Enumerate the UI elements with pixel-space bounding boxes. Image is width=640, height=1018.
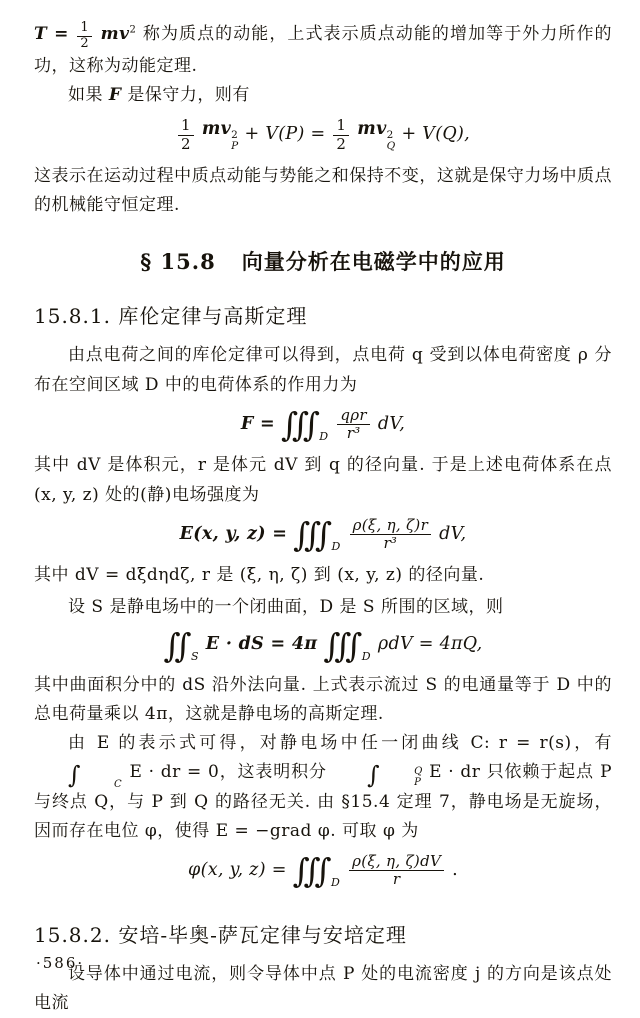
math-dV: dV, [377,413,406,434]
display-eq-coulomb-force [34,407,612,443]
math-term-mvP: mv 2 P [201,118,239,152]
section-heading [34,246,612,276]
fraction-denominator: 2 [178,135,194,153]
paragraph-kinetic-energy [34,20,612,81]
text-segment: E · dr 只依赖于起点 P 与终点 Q，与 P 到 Q 的路径无关. 由 §15.4 定理 7，静电场是无旋场，因而存在电位 φ，使得 E = −grad φ. 可取 φ 为 [34,762,613,841]
math-E-xyz-equals: E(x, y, z) = [179,523,288,544]
line-integral-P-to-Q [333,761,423,790]
inline-eq-kinetic-energy [34,20,143,51]
fraction-numerator: ρ(ξ, η, ζ)dV [352,852,442,871]
paragraph-gauss-setup: 设 S 是静电场中的一个闭曲面，D 是 S 所围的区域，则 [68,596,504,617]
integral-sign: ∭ [292,851,332,891]
triple-integral-D [323,625,371,665]
supsub-P2: 2 P [231,128,239,152]
math-exponent: 2 [129,24,137,36]
math-mv: mv [100,24,130,44]
fraction-numerator: ρ(ξ, η, ζ)r [352,515,429,534]
integral-subscript: D [319,429,329,443]
fraction-denominator: 2 [333,135,349,153]
fraction-one-half [178,117,194,153]
integral-subscript: D [361,650,371,664]
paragraph-conservative-force [34,81,612,110]
display-eq-gauss-theorem [34,625,612,665]
paragraph-energy-conservation: 这表示在运动过程中质点动能与势能之和保持不变，这就是保守力场中质点的机械能守恒定理. [34,165,612,216]
fraction-qpr-r3 [337,407,370,443]
integral-sign: ∭ [280,405,321,445]
math-period: . [452,860,458,880]
text-segment: 由 E 的表示式可得，对静电场中任一闭曲线 C: r = r(s)，有 [68,733,612,754]
fraction-numerator: qρr [340,405,367,424]
fraction-rho-dV-r [349,853,444,889]
triple-integral-D [280,405,329,445]
fraction-rho-r3 [350,517,431,553]
fraction-denominator: r³ [337,424,370,442]
math-plus-VQ: + V(Q), [401,124,471,145]
math-rho-dV-4piQ: ρdV = 4πQ, [377,634,483,655]
fraction-denominator: r [349,870,444,888]
paragraph-potential [34,729,612,846]
subsection-heading-ampere-biot-savart: 15.8.2. 安培-毕奥-萨瓦定律与安培定理 [34,922,407,947]
fraction-denominator: r³ [350,534,431,552]
integral-upper-limit: Q [414,766,423,778]
fraction-numerator: 1 [80,20,90,36]
section-title: 向量分析在电磁学中的应用 [241,249,506,275]
paragraph-gauss-conclusion: 其中曲面积分中的 dS 沿外法向量. 上式表示流过 S 的电通量等于 D 中的总电荷量乘以 4π，这就是静电场的高斯定理. [34,674,612,725]
math-T-equals: T = [34,24,69,44]
math-phi-xyz-equals: φ(x, y, z) = [188,860,287,880]
math-term-mvQ: mv 2 Q [357,118,396,152]
integral-sign: ∭ [293,515,333,555]
fraction-one-half [333,117,349,153]
integral-sign: ∫ [367,761,381,790]
integral-subscript: S [190,650,199,664]
math-dV: dV, [439,523,467,544]
text-after-F: 是保守力，则有 [127,85,250,106]
fraction-numerator: 1 [336,116,347,135]
line-integral-C [34,761,123,790]
paragraph-coulomb-law: 由点电荷之间的库伦定律可以得到，点电荷 q 受到以体电荷密度 ρ 分布在空间区域 D 中的电荷体系的作用力为 [34,345,612,395]
integral-subscript: D [330,876,341,890]
triple-integral-D [292,851,341,891]
section-number: § 15.8 [140,249,216,275]
paragraph-text: 称为质点的动能，上式表示质点动能的增加等于外力所作的功，这称为动能定理. [34,24,613,76]
fraction-numerator: 1 [180,116,191,135]
paragraph-current-density: 设导体中通过电流，则令导体中点 P 处的电流密度 j 的方向是该点处电流 [34,963,612,1013]
text-segment: E · dr = 0，这表明积分 [129,762,327,783]
text-before-F: 如果 [68,85,103,106]
subsection-heading-coulomb-gauss: 15.8.1. 库伦定律与高斯定理 [34,304,308,329]
integral-subscript: D [331,539,341,553]
fraction-denominator: 2 [77,36,92,52]
page-number: ·586· [36,954,85,972]
integral-sign: ∫ [68,761,82,790]
math-plus-VP-equals: + V(P) = [244,124,326,145]
display-eq-mechanical-energy [34,117,612,153]
supsub-Q2: 2 Q [386,128,396,152]
integral-sign: ∬ [163,625,192,665]
display-eq-potential [34,853,612,889]
triple-integral-D [293,515,341,555]
surface-integral-S [163,625,200,665]
math-F: F [108,85,122,106]
math-F-equals: F = [240,413,275,434]
integral-limits [380,766,423,788]
math-E-dot-dS: E · dS = 4π [205,634,318,655]
paragraph-field-intro: 其中 dV 是体积元，r 是体元 dV 到 q 的径向量. 于是上述电荷体系在点 (x, y, z) 处的(静)电场强度为 [34,455,612,505]
integral-sign: ∭ [323,625,363,665]
fraction-one-half [77,21,92,52]
integral-lower-limit: P [414,777,422,789]
display-eq-electric-field [34,517,612,553]
integral-subscript: C [114,778,123,790]
paragraph-volume-element: 其中 dV = dξdηdζ, r 是 (ξ, η, ζ) 到 (x, y, z) 的径向量. [34,565,485,586]
